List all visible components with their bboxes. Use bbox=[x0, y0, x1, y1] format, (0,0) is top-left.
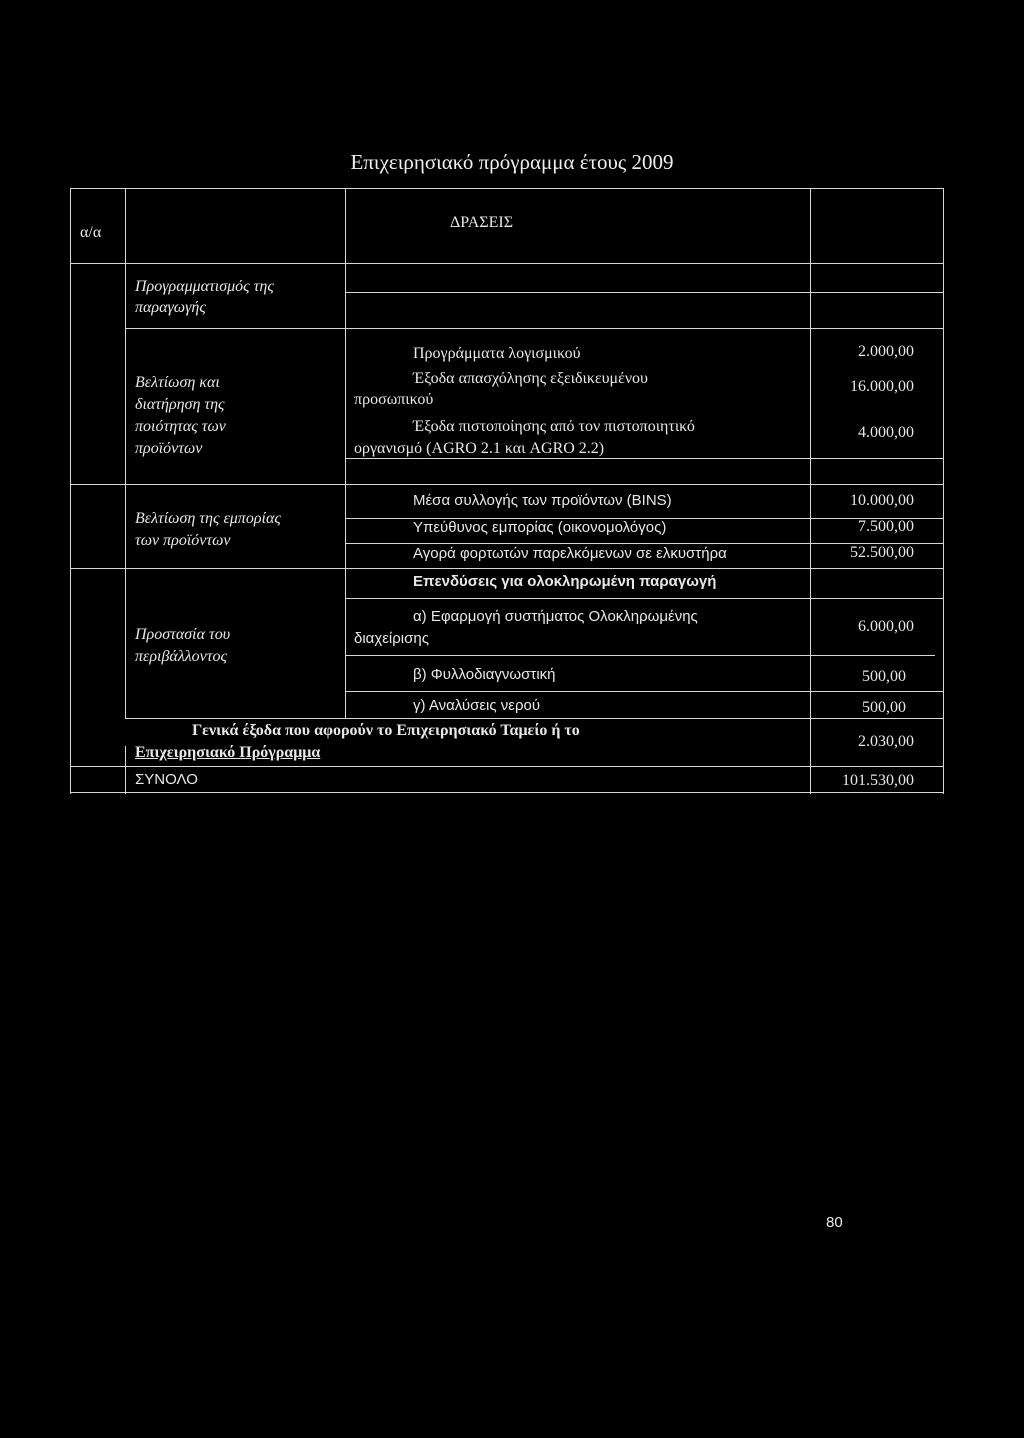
section-label-line: ποιότητας των bbox=[135, 418, 226, 435]
row-divider bbox=[345, 292, 943, 293]
row-divider bbox=[70, 766, 944, 767]
section-label-line: Προγραμματισμός της bbox=[135, 278, 274, 295]
header-aa: α/α bbox=[80, 224, 102, 241]
col-section-divider bbox=[345, 188, 346, 718]
item-staff-amount: 16.000,00 bbox=[850, 378, 914, 395]
item-trade-officer-label: Υπεύθυνος εμπορίας (οικονομολόγος) bbox=[413, 519, 667, 536]
item-cert-label: Έξοδα πιστοποίησης από τον πιστοποιητικό bbox=[413, 418, 695, 435]
item-software-amount: 2.000,00 bbox=[858, 343, 914, 360]
section-label-line: παραγωγής bbox=[135, 299, 206, 316]
row-divider bbox=[125, 328, 943, 329]
total-label: ΣΥΝΟΛΟ bbox=[135, 771, 198, 788]
item-bins-label: Μέσα συλλογής των προϊόντων (BINS) bbox=[413, 492, 672, 509]
item-staff-label-cont: προσωπικού bbox=[354, 391, 434, 408]
row-divider bbox=[70, 568, 944, 569]
table-right-border bbox=[943, 188, 944, 794]
col-aa-divider bbox=[125, 188, 126, 718]
total-amount: 101.530,00 bbox=[842, 772, 914, 789]
general-expenses-label-cont: Επιχειρησιακό Πρόγραμμα bbox=[135, 744, 321, 761]
item-leaf-diagnostics-amount: 500,00 bbox=[862, 668, 906, 685]
row-divider bbox=[345, 691, 943, 692]
header-row-divider bbox=[70, 263, 944, 264]
header-actions: ΔΡΑΣΕΙΣ bbox=[450, 214, 514, 231]
page-title: Επιχειρησιακό πρόγραμμα έτους 2009 bbox=[350, 150, 674, 174]
item-integrated-system-amount: 6.000,00 bbox=[858, 618, 914, 635]
general-expenses-amount: 2.030,00 bbox=[858, 733, 914, 750]
item-leaf-diagnostics-label: β) Φυλλοδιαγνωστική bbox=[413, 666, 556, 683]
item-staff-label: Έξοδα απασχόλησης εξειδικευμένου bbox=[413, 370, 648, 387]
item-bins-amount: 10.000,00 bbox=[850, 492, 914, 509]
item-water-analysis-amount: 500,00 bbox=[862, 699, 906, 716]
item-software-label: Προγράμματα λογισμικού bbox=[413, 345, 581, 362]
item-trailers-label: Αγορά φορτωτών παρελκόμενων σε ελκυστήρα bbox=[413, 545, 727, 562]
item-integrated-system-label: α) Εφαρμογή συστήματος Ολοκληρωμένης bbox=[413, 608, 698, 625]
table-left-border bbox=[70, 188, 71, 794]
section-label-line: Βελτίωση και bbox=[135, 374, 220, 391]
item-integrated-heading: Επενδύσεις για ολοκληρωμένη παραγωγή bbox=[413, 573, 717, 590]
row-divider bbox=[345, 655, 935, 656]
table-bottom-border bbox=[70, 792, 944, 793]
item-trade-officer-amount: 7.500,00 bbox=[858, 518, 914, 535]
section-label-line: προϊόντων bbox=[135, 440, 203, 457]
item-cert-label-cont: οργανισμό (AGRO 2.1 και AGRO 2.2) bbox=[354, 440, 605, 457]
section-label-line: περιβάλλοντος bbox=[135, 648, 227, 665]
page-number: 80 bbox=[826, 1214, 843, 1231]
table-top-border bbox=[70, 188, 944, 189]
row-divider bbox=[125, 718, 943, 719]
item-trailers-amount: 52.500,00 bbox=[850, 544, 914, 561]
item-cert-amount: 4.000,00 bbox=[858, 424, 914, 441]
item-integrated-system-label-cont: διαχείρισης bbox=[354, 630, 429, 647]
section-label-line: Βελτίωση της εμπορίας bbox=[135, 510, 281, 527]
col-aa-divider-lower bbox=[125, 746, 126, 794]
general-expenses-label: Γενικά έξοδα που αφορούν το Επιχειρησιακό Ταμείο ή το bbox=[192, 722, 580, 739]
section-label-line: διατήρηση της bbox=[135, 396, 225, 413]
item-water-analysis-label: γ) Αναλύσεις νερού bbox=[413, 697, 541, 714]
section-label-line: των προϊόντων bbox=[135, 532, 231, 549]
row-divider bbox=[345, 598, 943, 599]
row-divider bbox=[70, 484, 944, 485]
section-label-line: Προστασία του bbox=[135, 626, 231, 643]
